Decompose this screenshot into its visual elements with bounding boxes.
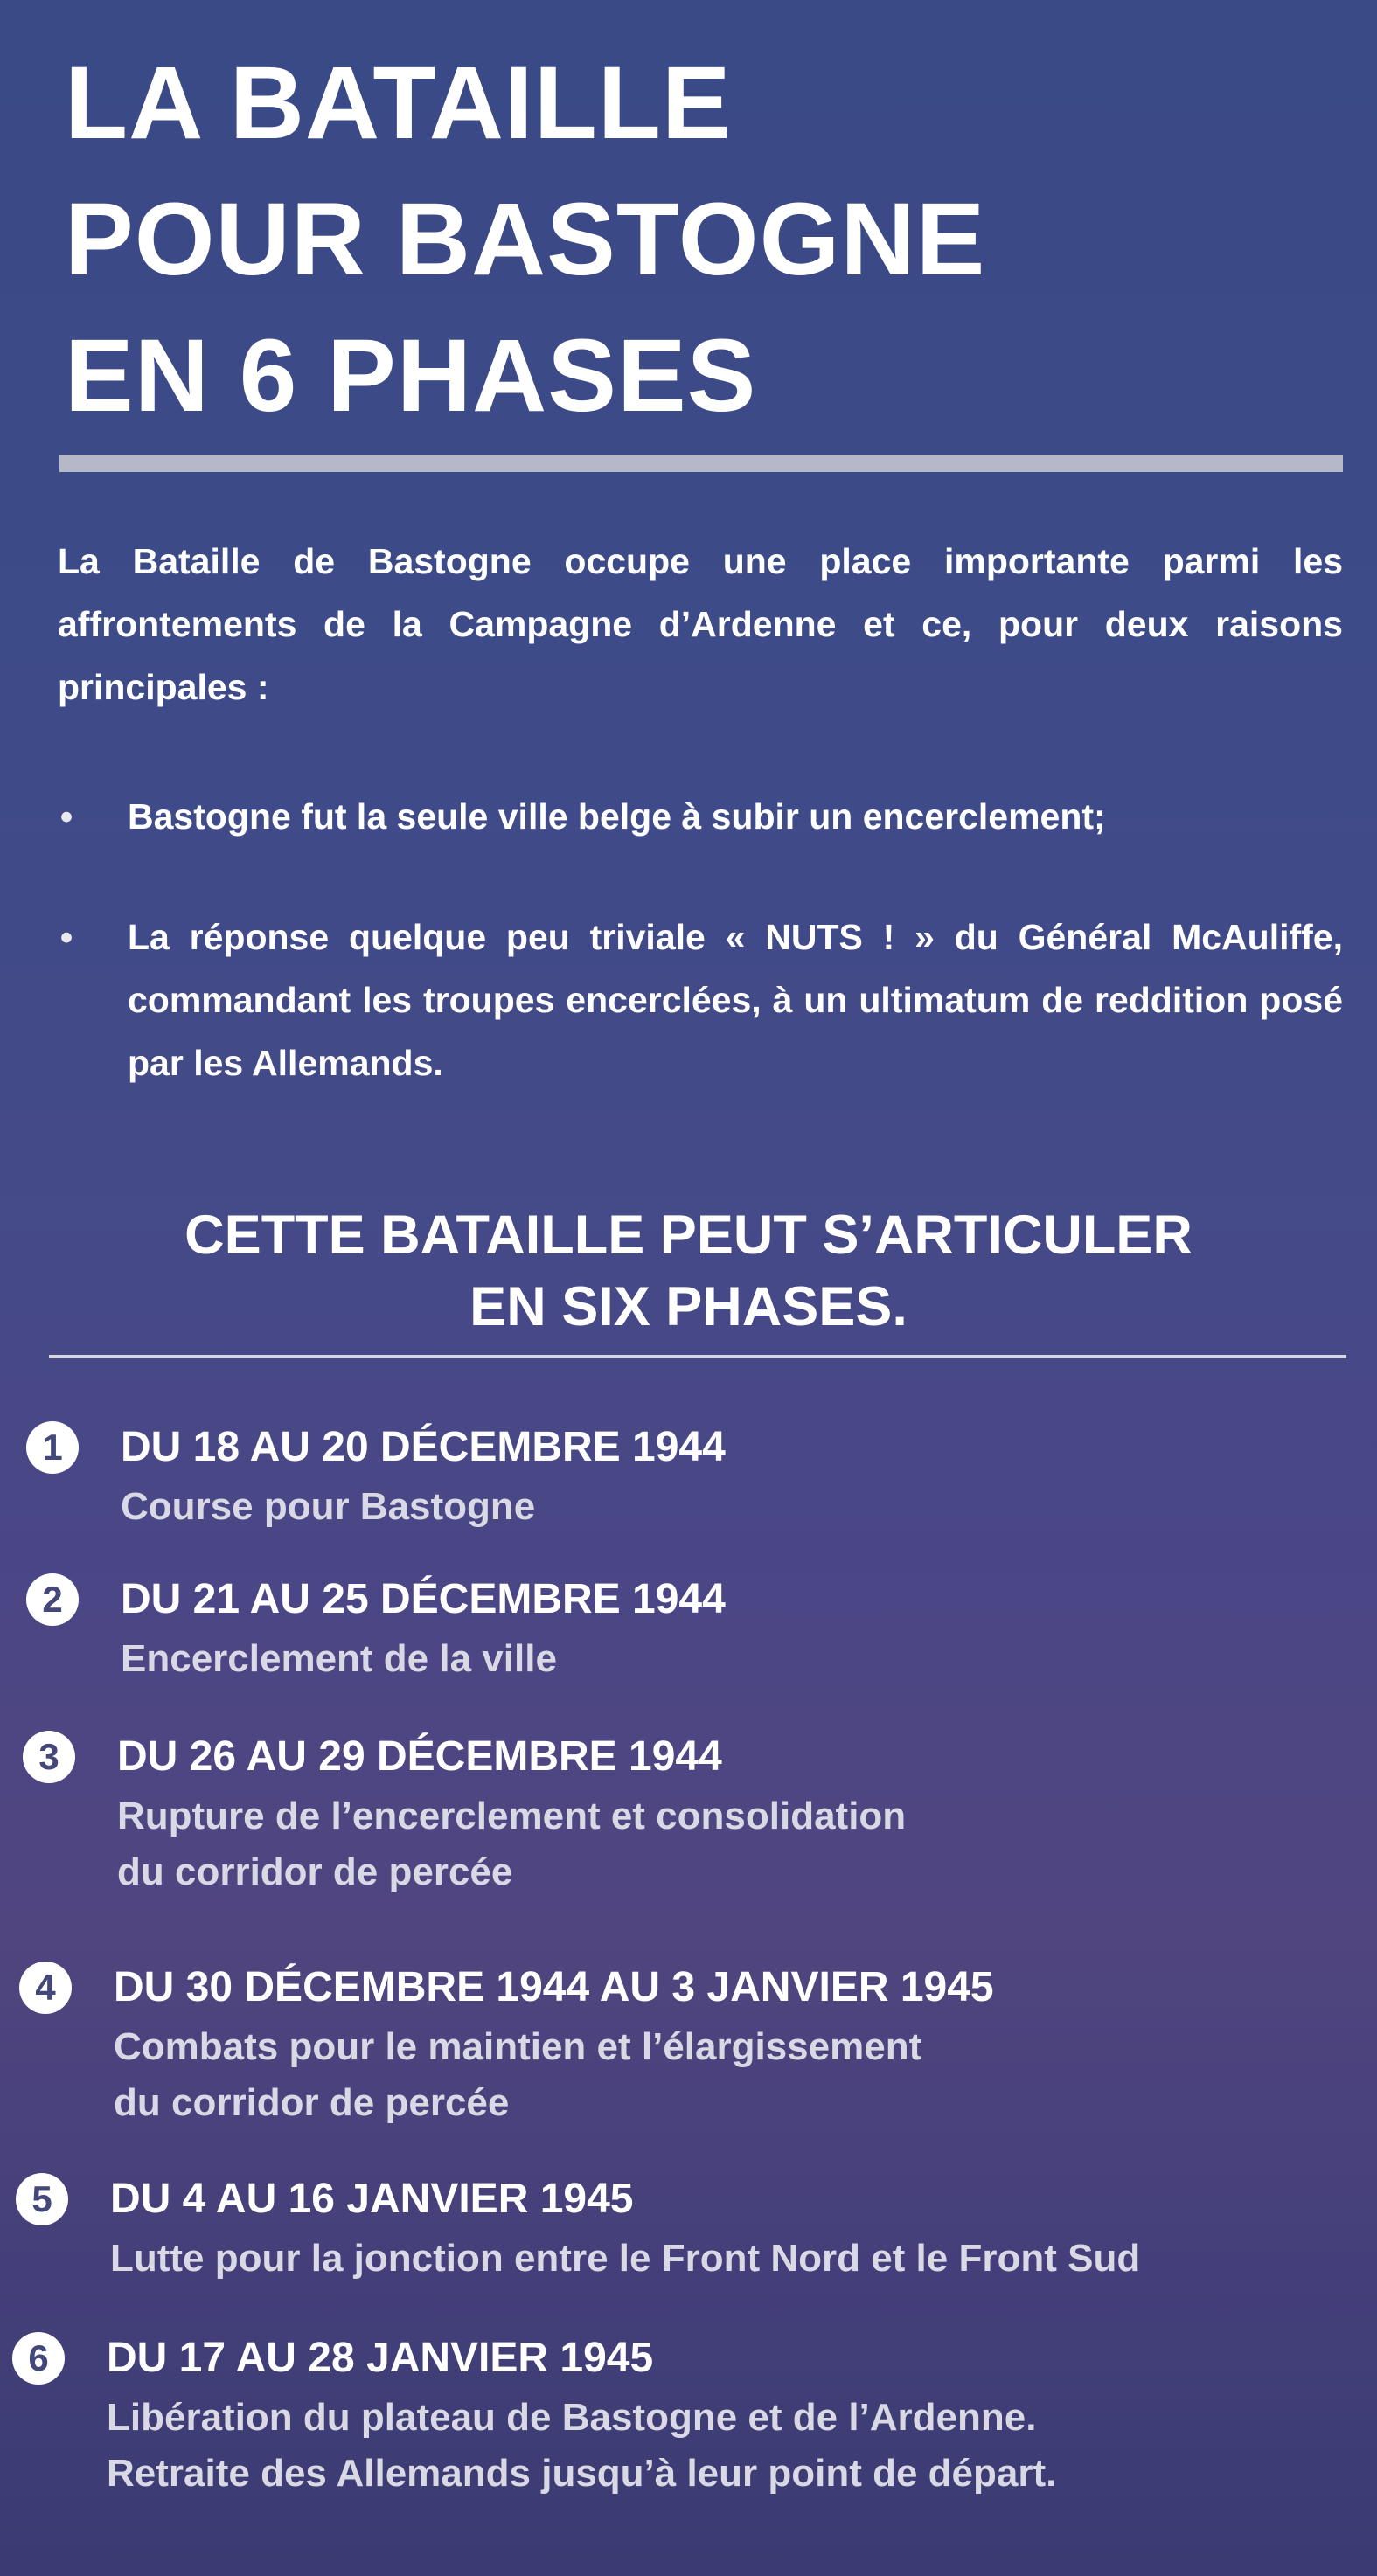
phase-number-badge: 4 bbox=[19, 1962, 72, 2014]
title-line-3: EN 6 PHASES bbox=[65, 318, 757, 434]
page-title bbox=[65, 35, 985, 444]
phase-description-line: Lutte pour la jonction entre le Front Nord et le Front Sud bbox=[110, 2237, 1141, 2280]
phase-description bbox=[110, 2231, 1352, 2287]
phase-description bbox=[107, 2390, 1348, 2502]
phase-description-line: Retraite des Allemands jusqu’à leur point de départ. bbox=[107, 2452, 1057, 2495]
phase-description-line: du corridor de percée bbox=[117, 1850, 513, 1893]
bullet-item bbox=[58, 785, 1343, 848]
section-divider bbox=[49, 1355, 1346, 1358]
phase-description-line: Libération du plateau de Bastogne et de l’Ardenne. bbox=[107, 2396, 1037, 2439]
section-heading-line-1: CETTE BATAILLE PEUT S’ARTICULER bbox=[184, 1205, 1193, 1266]
phase-date: DU 18 AU 20 DÉCEMBRE 1944 bbox=[121, 1424, 726, 1470]
phase-description bbox=[114, 2019, 1355, 2131]
phase-description-line: du corridor de percée bbox=[114, 2081, 510, 2124]
phase-description-line: Rupture de l’encerclement et consolidation bbox=[117, 1795, 907, 1837]
phase-number-badge: 1 bbox=[26, 1421, 79, 1474]
phase-number-badge: 5 bbox=[16, 2173, 68, 2225]
bullet-item bbox=[58, 906, 1343, 1094]
phase-date: DU 4 AU 16 JANVIER 1945 bbox=[110, 2176, 634, 2222]
phase-description-line: Combats pour le maintien et l’élargissement bbox=[114, 2025, 922, 2068]
section-heading bbox=[0, 1199, 1377, 1343]
phase-number-badge: 3 bbox=[23, 1731, 75, 1783]
bullet-text: Bastogne fut la seule ville belge à subir un encerclement; bbox=[128, 796, 1106, 837]
bullet-icon: • bbox=[59, 917, 73, 957]
phase-date: DU 17 AU 28 JANVIER 1945 bbox=[107, 2335, 654, 2381]
title-line-2: POUR BASTOGNE bbox=[65, 182, 986, 297]
title-line-1: LA BATAILLE bbox=[65, 45, 732, 161]
phase-description bbox=[121, 1631, 1362, 1687]
phase-description-line: Encerclement de la ville bbox=[121, 1637, 557, 1680]
phase-date: DU 30 DÉCEMBRE 1944 AU 3 JANVIER 1945 bbox=[114, 1964, 994, 2010]
phase-date: DU 21 AU 25 DÉCEMBRE 1944 bbox=[121, 1576, 726, 1622]
phase-description-line: Course pour Bastogne bbox=[121, 1485, 536, 1528]
phase-date: DU 26 AU 29 DÉCEMBRE 1944 bbox=[117, 1733, 722, 1780]
phase-number-badge: 2 bbox=[26, 1573, 79, 1626]
phase-description bbox=[117, 1788, 1359, 1900]
intro-paragraph: La Bataille de Bastogne occupe une place importante parmi les affrontements de la Campagne d’Ardenne et ce, pour deux raisons principales : bbox=[58, 541, 1343, 707]
phase-description bbox=[121, 1479, 1362, 1535]
title-divider bbox=[59, 455, 1343, 472]
phase-number-badge: 6 bbox=[12, 2332, 65, 2385]
bullet-text: La réponse quelque peu triviale « NUTS ! » du Général McAuliffe, commandant les troupes encerclées, à un ultimatum de reddition posé par les Allemands. bbox=[128, 917, 1343, 1083]
bullet-icon: • bbox=[59, 796, 73, 837]
section-heading-line-2: EN SIX PHASES. bbox=[469, 1276, 908, 1337]
